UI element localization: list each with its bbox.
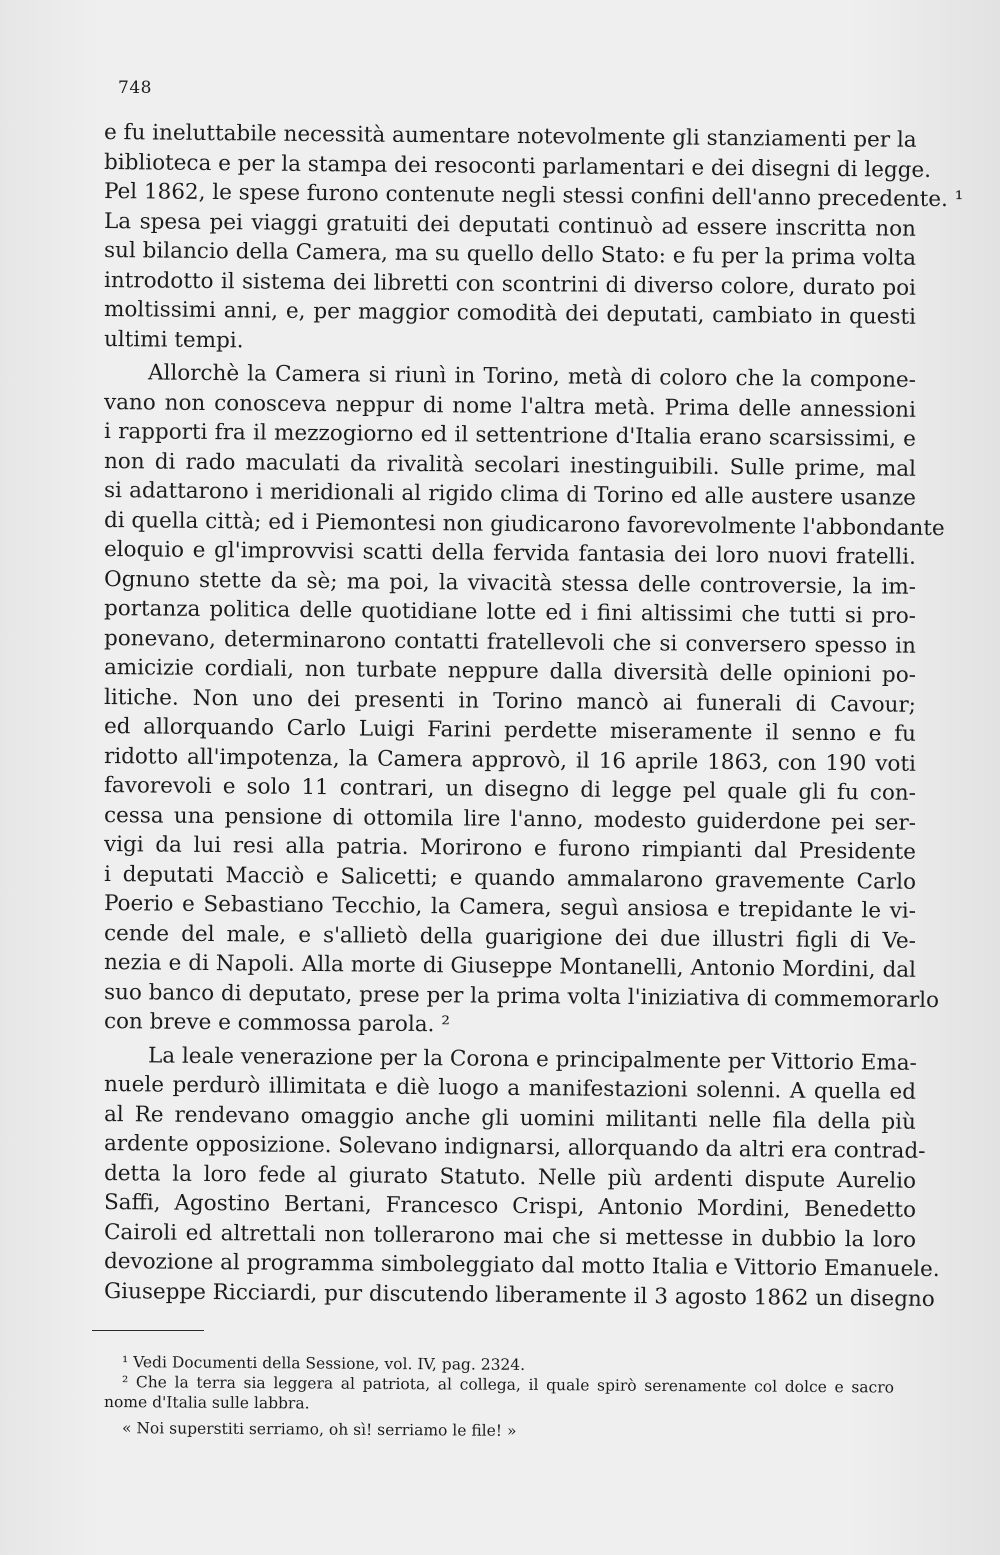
page-number: 748 (118, 78, 152, 98)
text-line: i deputati Macciò e Salicetti; e quando ammalarono gravemente Carlo (103, 861, 917, 895)
text-line: favorevoli e solo 11 contrari, un disegno di legge pel quale gli fu con- (103, 773, 917, 806)
text-line: Cairoli ed altrettali non tollerarono mai che si mettesse in dubbio la loro (103, 1219, 917, 1253)
footnote-2-continuation: nome d'Italia sulle labbra. (103, 1393, 310, 1413)
body-text (103, 118, 964, 1312)
text-line: ardente opposizione. Solevano indignarsi, allorquando da altri era contrad- (103, 1131, 926, 1164)
text-line: cende del male, e s'allietò della guarigione dei due illustri figli di Ve- (103, 920, 917, 954)
text-line: biblioteca e per la stampa dei resoconti parlamentari e dei disegni di legge. (103, 149, 932, 183)
text-line: eloquio e gl'improvvisi scatti della fervida fantasia dei loro nuovi fratelli. (103, 537, 917, 570)
text-line: devozione al programma simboleggiato dal motto Italia e Vittorio Emanuele. (103, 1249, 940, 1283)
text-line: vigi da lui resi alla patria. Morirono e furono rimpianti dal Presidente (103, 832, 917, 865)
text-line: con breve e commossa parola. ² (103, 1009, 451, 1038)
footnotes (104, 1352, 894, 1438)
text-line: suo banco di deputato, prese per la prima volta l'iniziativa di commemorarlo (103, 979, 940, 1013)
text-line: Pel 1862, le spese furono contenute negli stessi confini dell'anno precedente. ¹ (103, 179, 964, 213)
text-line: Ognuno stette da sè; ma poi, la vivacità stessa delle controversie, la im- (103, 566, 917, 600)
text-line: ultimi tempi. (103, 326, 244, 353)
text-line: detta la loro fede al giurato Statuto. Nelle più ardenti dispute Aurelio (103, 1160, 917, 1194)
footnote-2-quote: « Noi superstiti serriamo, oh sì! serriamo le file! » (121, 1419, 517, 1440)
text-line: vano non conosceva neppur di nome l'altra metà. Prima delle annessioni (103, 389, 917, 423)
footnote-divider (92, 1330, 204, 1331)
text-line: litiche. Non uno dei presenti in Torino mancò ai funerali di Cavour; (103, 684, 917, 718)
text-line: nezia e di Napoli. Alla morte di Giuseppe Montanelli, Antonio Mordini, dal (103, 950, 917, 983)
text-line: amicizie cordiali, non turbate neppure dalla diversità delle opinioni po- (103, 655, 917, 688)
text-line: moltissimi anni, e, per maggior comodità dei deputati, cambiato in questi (103, 297, 917, 330)
text-line: Poerio e Sebastiano Tecchio, la Camera, seguì ansiosa e trepidante le vi- (103, 891, 917, 924)
text-line: non di rado maculati da rivalità secolari inestinguibili. Sulle prime, mal (103, 448, 917, 482)
text-line: ponevano, determinarono contatti fratellevoli che si conversero spesso in (103, 625, 917, 659)
text-line: al Re rendevano omaggio anche gli uomini militanti nelle fila della più (103, 1101, 917, 1135)
text-line: di quella città; ed i Piemontesi non giudicarono favorevolmente l'abbondante (103, 507, 945, 541)
text-line: nuele perdurò illimitata e diè luogo a manifestazioni solenni. A quella ed (103, 1072, 917, 1105)
text-line: ridotto all'impotenza, la Camera approvò, il 16 aprile 1863, con 190 voti (103, 743, 917, 777)
text-line: i rapporti fra il mezzogiorno ed il settentrione d'Italia erano scarsissimi, e (103, 419, 917, 452)
text-line: e fu ineluttabile necessità aumentare notevolmente gli stanziamenti per la (103, 120, 917, 153)
text-line: cessa una pensione di ottomila lire l'anno, modesto guiderdone pei ser- (103, 802, 917, 836)
paragraph-start-line: Allorchè la Camera si riunì in Torino, metà di coloro che la compone- (147, 360, 917, 393)
text-line: si adattarono i meridionali al rigido clima di Torino ed alle austere usanze (103, 478, 917, 511)
text-line: La spesa pei viaggi gratuiti dei deputati continuò ad essere inscritta non (103, 208, 917, 242)
text-line: Saffi, Agostino Bertani, Francesco Crispi, Antonio Mordini, Benedetto (103, 1190, 917, 1223)
text-line: sul bilancio della Camera, ma su quello dello Stato: e fu per la prima volta (103, 238, 917, 271)
footnote-2: ² Che la terra sia leggera al patriota, al collega, il quale spirò serenamente col dolce e sacro (121, 1373, 895, 1397)
text-line: Giuseppe Ricciardi, pur discutendo liberamente il 3 agosto 1862 un disegno (103, 1278, 935, 1312)
footnote-1: ¹ Vedi Documenti della Sessione, vol. IV, pag. 2324. (121, 1353, 526, 1374)
text-line: portanza politica delle quotidiane lotte ed i fini altissimi che tutti si pro- (103, 596, 917, 629)
paragraph-start-line: La leale venerazione per la Corona e principalmente per Vittorio Ema- (147, 1042, 918, 1076)
text-line: ed allorquando Carlo Luigi Farini perdette miseramente il senno e fu (103, 714, 917, 747)
text-line: introdotto il sistema dei libretti con scontrini di diverso colore, durato poi (103, 267, 917, 301)
